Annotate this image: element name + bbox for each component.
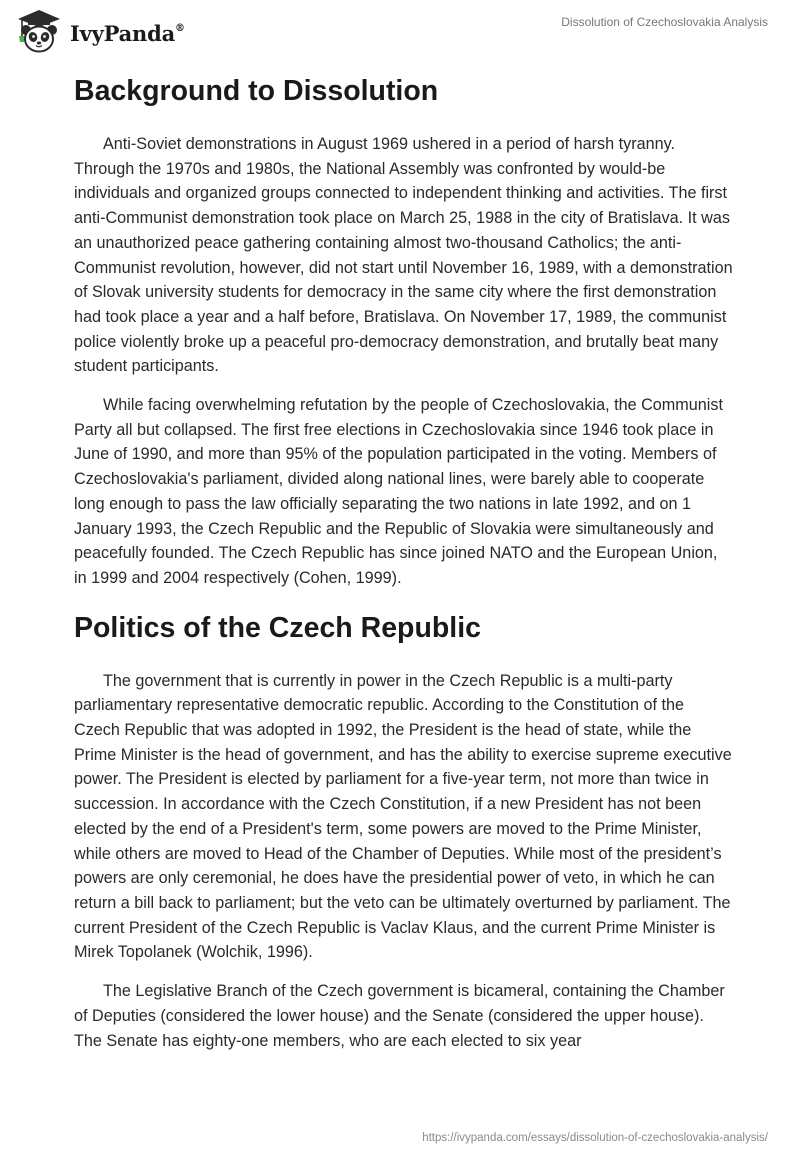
section-politics xyxy=(74,611,734,1054)
section-heading: Politics of the Czech Republic xyxy=(74,611,481,644)
paragraph: The Legislative Branch of the Czech government is bicameral, containing the Chamber of Deputies (considered the lower house) and the Senate (considered the upper house). The Senate has eighty-one members, who are each elected to six year xyxy=(74,982,725,1050)
section-heading: Background to Dissolution xyxy=(74,75,439,107)
brand-name: IvyPanda® xyxy=(70,20,185,46)
essay-content xyxy=(74,74,734,1067)
section-background xyxy=(74,74,734,591)
page-header xyxy=(0,0,800,60)
paragraph: The government that is currently in power in the Czech Republic is a multi-party parliamentary representative democratic republic. According to the Constitution of the Czech Republic that was adopted in 1992, the President is the head of state, while the Prime Minister is the head of government, and has the ability to exercise supreme executive power. The President is elected by parliament for a five-year term, not more than twice in succession. In accordance with the Czech Constitution, if a new President has not been elected by the end of a President's term, some powers are moved to the Prime Minister, while others are moved to Head of the Chamber of Deputies. While most of the president’s powers are only ceremonial, he does have the presidential power of veto, in which he can return a bill back to parliament; but the veto can be ultimately overturned by parliament. The current President of the Czech Republic is Vaclav Klaus, and the current Prime Minister is Mirek Topolanek (Wolchik, 1996). xyxy=(74,671,732,962)
panda-graduate-icon xyxy=(14,8,64,54)
document-title: Dissolution of Czechoslovakia Analysis xyxy=(561,15,768,29)
paragraph: Anti-Soviet demonstrations in August 1969 ushered in a period of harsh tyranny. Through the 1970s and 1980s, the National Assembly was confronted by would-be individuals and organized groups connected to independent thinking and activities. The first anti-Communist demonstration took place on March 25, 1988 in the city of Bratislava. It was an unauthorized peace gathering containing almost two-thousand Catholics; the anti-Communist revolution, however, did not start until November 16, 1989, with a demonstration of Slovak university students for democracy in the same city where the first demonstration had took place a year and a half before, Bratislava. On November 17, 1989, the communist police violently broke up a peaceful pro-democracy demonstration, and brutally beat many student participants. xyxy=(74,135,733,376)
brand-logo[interactable] xyxy=(14,8,185,54)
source-url[interactable]: https://ivypanda.com/essays/dissolution-of-czechoslovakia-analysis/ xyxy=(422,1132,768,1144)
paragraph: While facing overwhelming refutation by the people of Czechoslovakia, the Communist Party all but collapsed. The first free elections in Czechoslovakia since 1946 took place in June of 1990, and more than 95% of the population participated in the voting. Members of Czechoslovakia's parliament, divided along national lines, were barely able to cooperate long enough to pass the law officially separating the two nations in late 1992, and on 1 January 1993, the Czech Republic and the Republic of Slovakia were simultaneously and peacefully founded. The Czech Republic has since joined NATO and the European Union, in 1999 and 2004 respectively (Cohen, 1999). xyxy=(74,396,723,587)
